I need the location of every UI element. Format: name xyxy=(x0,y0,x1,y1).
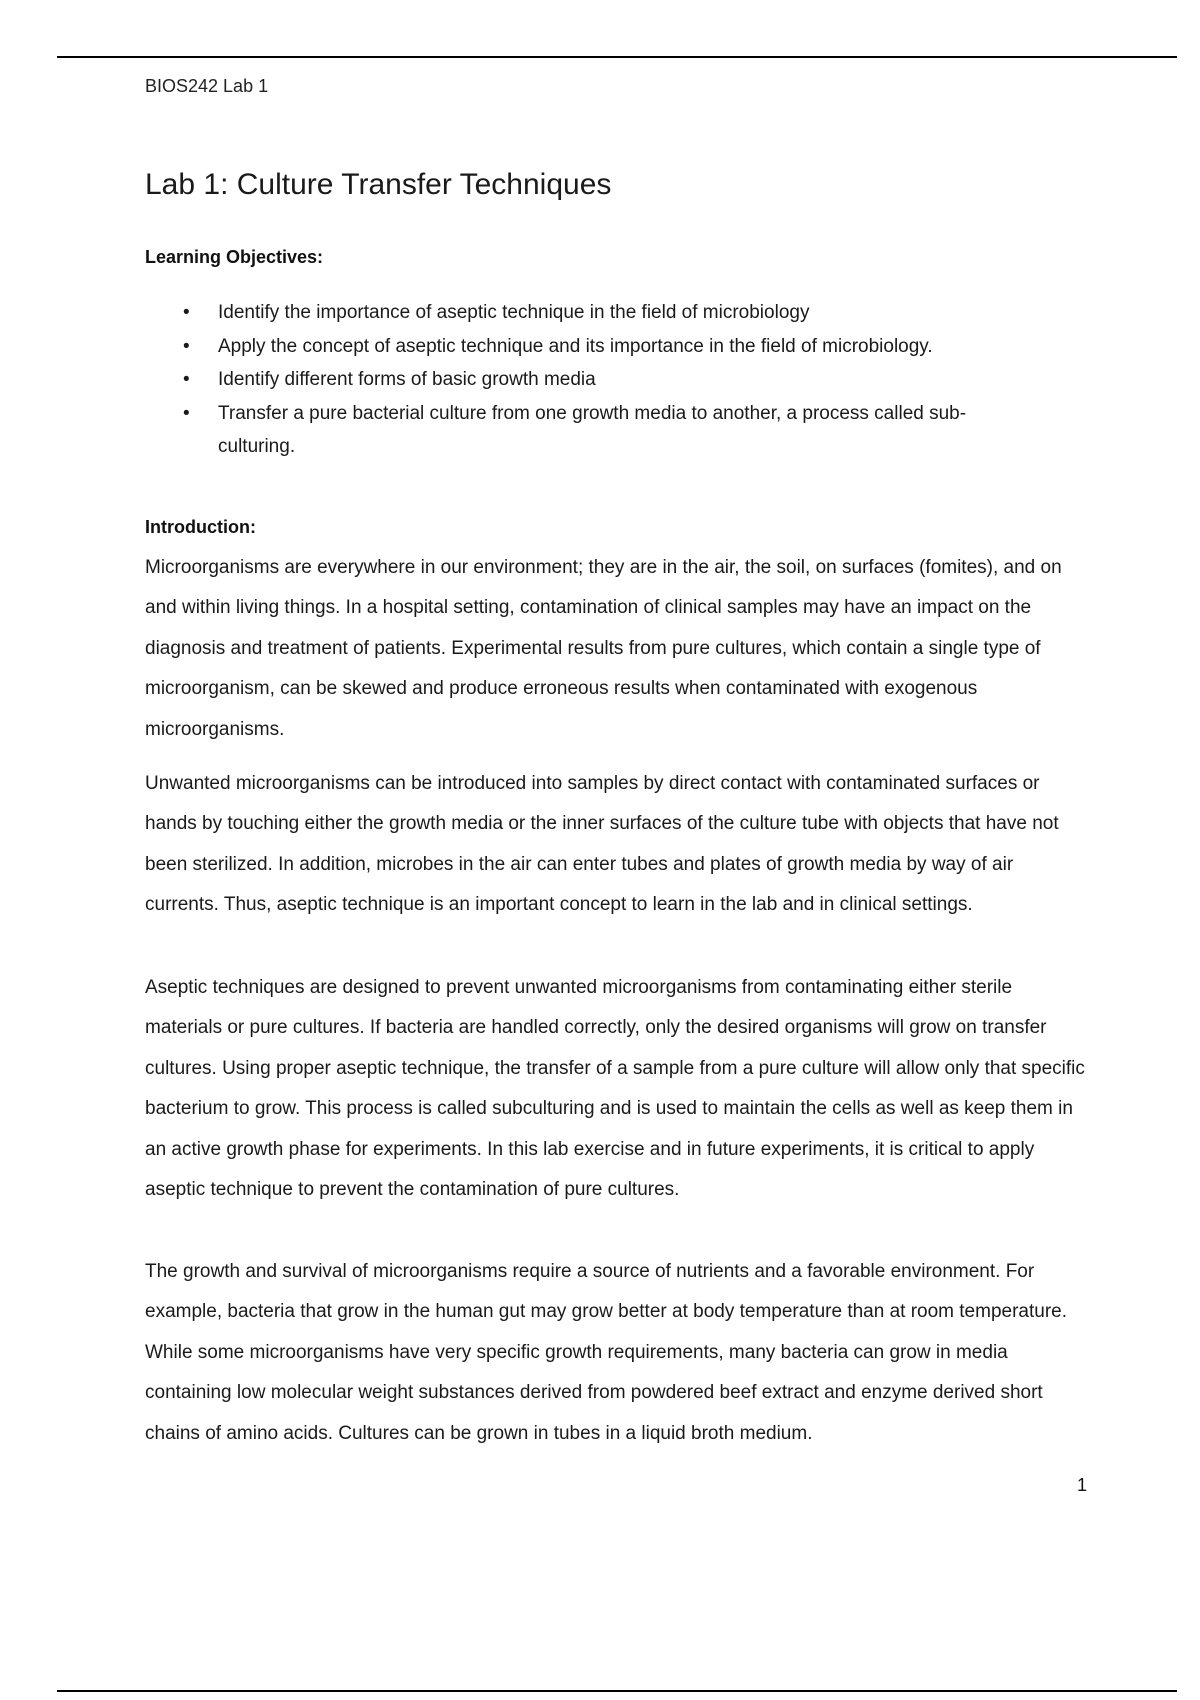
intro-paragraph: Unwanted microorganisms can be introduced into samples by direct contact with contaminated surfaces or hands by touching either the growth media or the inner surfaces of the culture tube with objects that have not been sterilized. In addition, microbes in the air can enter tubes and plates of growth media by way of air currents. Thus, aseptic technique is an important concept to learn in the lab and in clinical settings. xyxy=(145,773,1059,916)
intro-paragraph: The growth and survival of microorganisms require a source of nutrients and a favorable environment. For example, bacteria that grow in the human gut may grow better at body temperature than at room temperature. While some microorganisms have very specific growth requirements, many bacteria can grow in media containing low molecular weight substances derived from powdered beef extract and enzyme derived short chains of amino acids. Cultures can be grown in tubes in a liquid broth medium. xyxy=(145,1261,1067,1444)
objective-item xyxy=(145,363,1025,397)
objective-item xyxy=(145,330,1025,364)
bullet-icon: • xyxy=(183,402,190,424)
objective-text: Identify different forms of basic growth media xyxy=(218,369,596,390)
objective-item xyxy=(145,397,1008,464)
objective-item xyxy=(145,296,1025,330)
intro-paragraph: Aseptic techniques are designed to prevent unwanted microorganisms from contaminating either sterile materials or pure cultures. If bacteria are handled correctly, only the desired organisms will grow on transfer cultures. Using proper aseptic technique, the transfer of a sample from a pure culture will allow only that specific bacterium to grow. This process is called subculturing and is used to maintain the cells as well as keep them in an active growth phase for experiments. In this lab exercise and in future experiments, it is critical to apply aseptic technique to prevent the contamination of pure cultures. xyxy=(145,977,1085,1201)
introduction-heading: Introduction: xyxy=(145,517,256,537)
bullet-icon: • xyxy=(183,335,190,357)
page-number: 1 xyxy=(1077,1475,1088,1495)
bullet-icon: • xyxy=(183,302,190,323)
objective-text: Transfer a pure bacterial culture from one growth media to another, a process called sub- culturing. xyxy=(218,402,967,457)
running-header: BIOS242 Lab 1 xyxy=(145,76,269,96)
objective-text: Identify the importance of aseptic technique in the field of microbiology xyxy=(218,302,810,323)
document-title: Lab 1: Culture Transfer Techniques xyxy=(145,168,612,201)
bullet-icon: • xyxy=(183,369,190,390)
header-rule xyxy=(57,56,1177,58)
footer-rule xyxy=(57,1690,1177,1692)
intro-paragraph: Microorganisms are everywhere in our environment; they are in the air, the soil, on surfaces (fomites), and on and within living things. In a hospital setting, contamination of clinical samples may have an impact on the diagnosis and treatment of patients. Experimental results from pure cultures, which contain a single type of microorganism, can be skewed and produce erroneous results when contaminated with exogenous microorganisms. xyxy=(145,557,1062,740)
objectives-heading: Learning Objectives: xyxy=(145,247,324,267)
objectives-list xyxy=(145,296,1025,464)
objective-text: Apply the concept of aseptic technique and its importance in the field of microbiology. xyxy=(218,335,933,357)
